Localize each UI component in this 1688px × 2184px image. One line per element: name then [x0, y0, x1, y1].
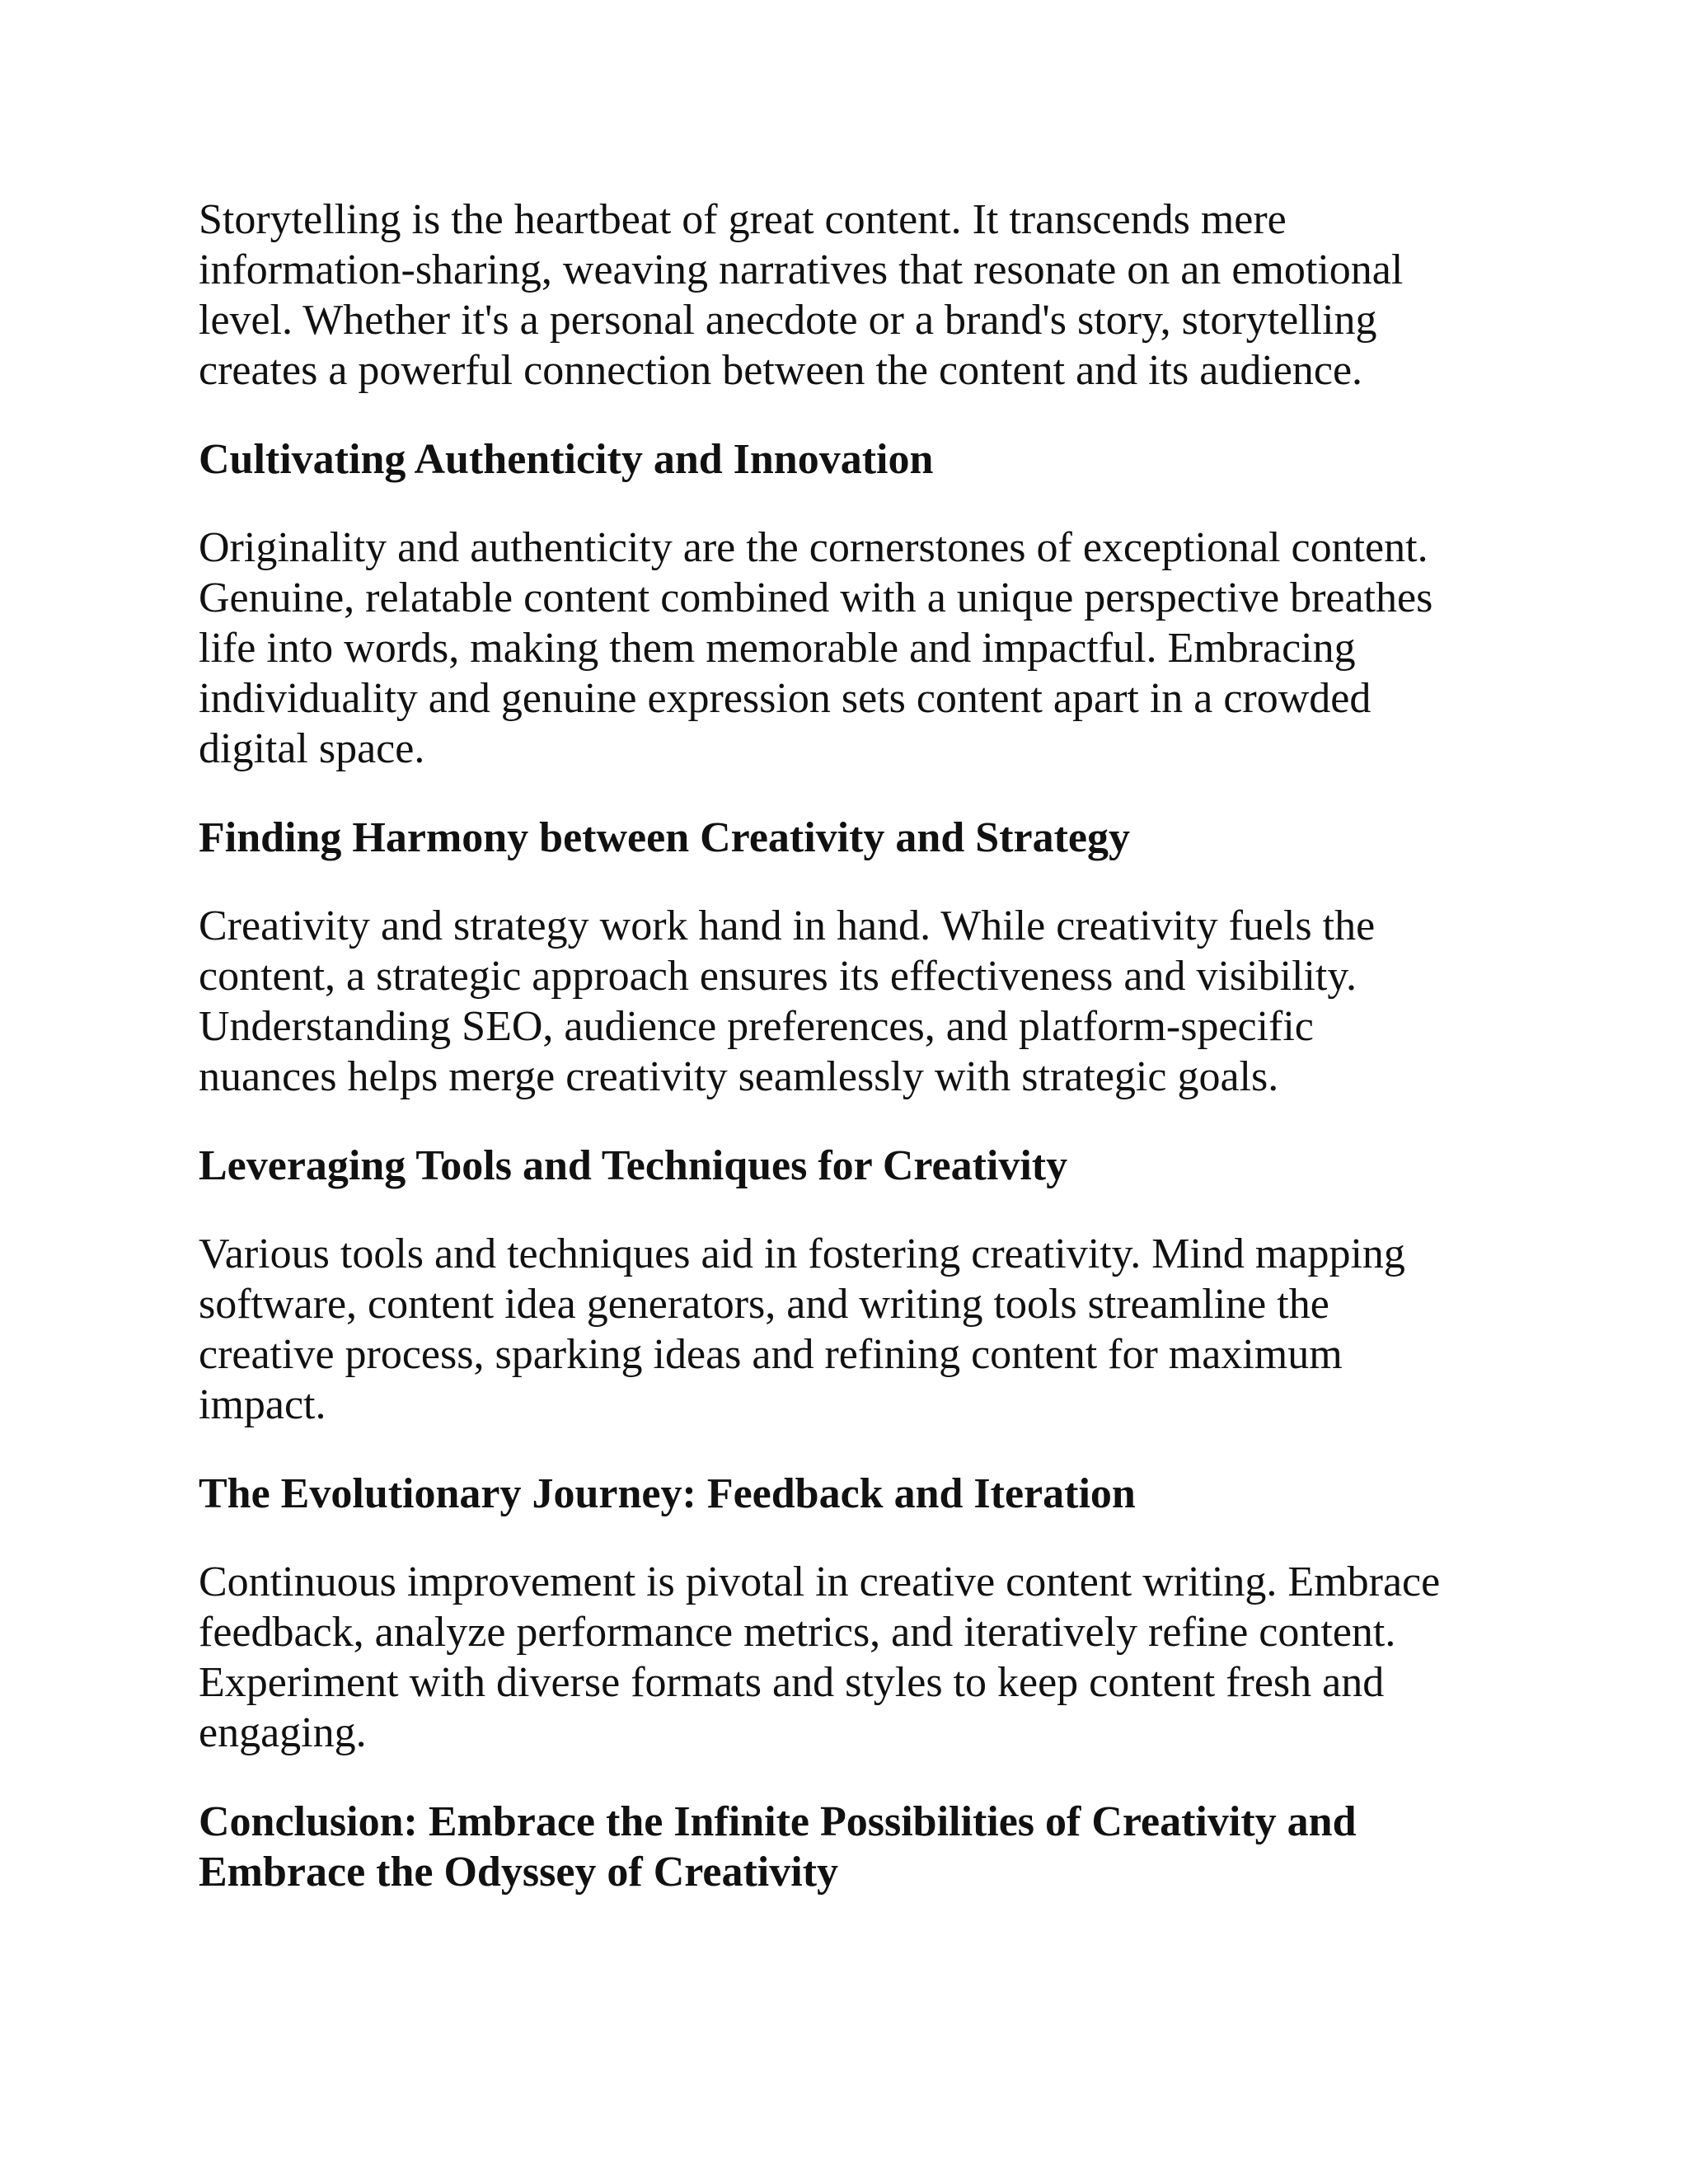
section-heading-feedback: The Evolutionary Journey: Feedback and Iteration — [199, 1470, 1136, 1517]
section-heading-conclusion: Conclusion: Embrace the Infinite Possibilities of Creativity and Embrace the Odyssey of Creativity — [199, 1798, 1357, 1896]
section-body-authenticity: Originality and authenticity are the cornerstones of exceptional content. Genuine, relatable content combined with a unique perspective breathes life into words, making them memorable and impactful. Embracing individuality and genuine expression sets content apart in a crowded digital space. — [199, 524, 1433, 772]
document-page — [199, 194, 1550, 1935]
section-body-harmony: Creativity and strategy work hand in hand. While creativity fuels the content, a strategic approach ensures its effectiveness and visibility. Understanding SEO, audience preferences, and platform-specific nuances helps merge creativity seamlessly with strategic goals. — [199, 902, 1376, 1100]
section-heading-authenticity: Cultivating Authenticity and Innovation — [199, 436, 934, 483]
section-heading-harmony: Finding Harmony between Creativity and Strategy — [199, 814, 1130, 861]
section-body-feedback: Continuous improvement is pivotal in creative content writing. Embrace feedback, analyze performance metrics, and iteratively refine content. Experiment with diverse formats and styles to keep content fresh and engaging. — [199, 1558, 1441, 1756]
section-body-tools: Various tools and techniques aid in fostering creativity. Mind mapping software, content idea generators, and writing tools streamline the creative process, sparking ideas and refining content for maximum impact. — [199, 1230, 1405, 1428]
section-heading-tools: Leveraging Tools and Techniques for Creativity — [199, 1142, 1068, 1189]
intro-paragraph: Storytelling is the heartbeat of great content. It transcends mere information-sharing, weaving narratives that resonate on an emotional level. Whether it's a personal anecdote or a brand's story, storytelling creates a powerful connection between the content and its audience. — [199, 196, 1404, 394]
